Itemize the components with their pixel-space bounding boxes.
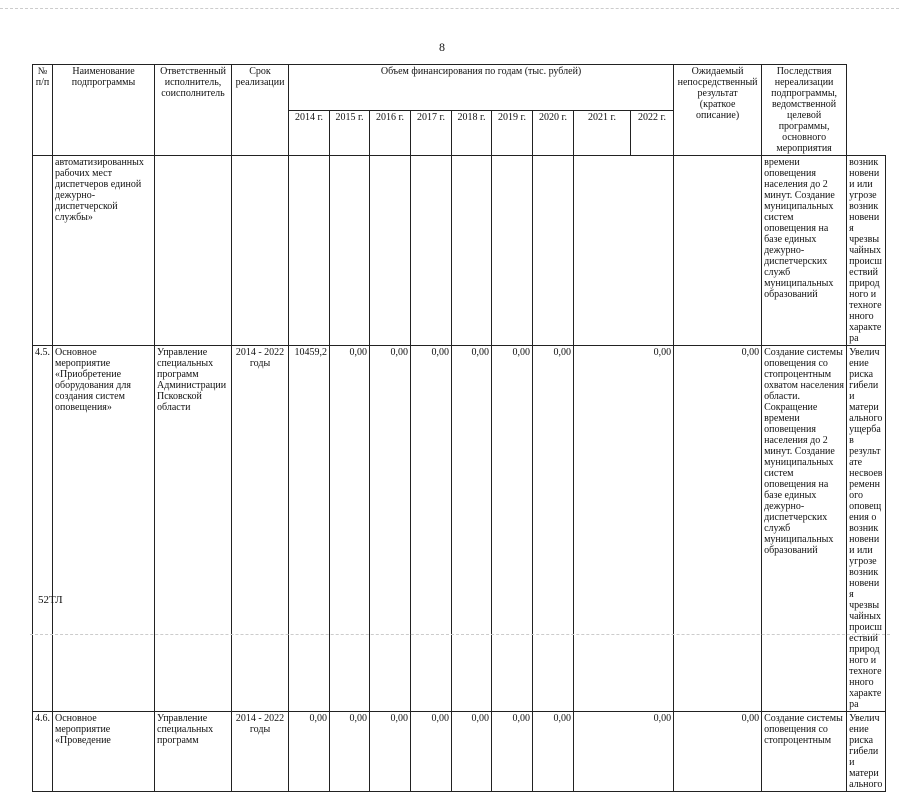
row-value [411, 156, 452, 346]
row-name: Основное мероприятие «Приобретение оборудования для создания систем оповещения» [53, 346, 155, 712]
row-value: 10459,2 [289, 346, 330, 712]
header-year: 2019 г. [492, 110, 533, 156]
row-value [289, 156, 330, 346]
header-year: 2021 г. [574, 110, 631, 156]
row-value: 0,00 [674, 712, 762, 792]
row-value: 0,00 [492, 346, 533, 712]
header-year: 2018 г. [452, 110, 492, 156]
table-row [33, 712, 886, 792]
header-year: 2022 г. [631, 110, 674, 156]
row-consequence: Увеличение риска гибели и материального [847, 712, 886, 792]
row-value [674, 156, 762, 346]
row-num [33, 156, 53, 346]
row-num: 4.6. [33, 712, 53, 792]
row-consequence: Увеличение риска гибели и материального ущерба в результате несвоевременного оповещения о возникновении или угрозе возникновения чрезвычайных происшествий природного и техногенного характера [847, 346, 886, 712]
row-value [452, 156, 492, 346]
header-name: Наименование подпрограммы [53, 65, 155, 156]
header-result: Ожидаемый непосредственный результат (краткое описание) [674, 65, 762, 156]
header-funding: Объем финансирования по годам (тыс. рублей) [289, 65, 674, 111]
header-year: 2017 г. [411, 110, 452, 156]
row-value: 0,00 [411, 712, 452, 792]
row-value: 0,00 [674, 346, 762, 712]
header-year: 2014 г. [289, 110, 330, 156]
row-responsible: Управление специальных программ Администрации Псковской области [155, 346, 232, 712]
row-value: 0,00 [330, 712, 370, 792]
row-value: 0,00 [533, 712, 574, 792]
row-value [533, 156, 574, 346]
row-value: 0,00 [452, 346, 492, 712]
table-row [33, 156, 886, 346]
header-num: № п/п [33, 65, 53, 156]
funding-table [32, 64, 886, 792]
table-row [33, 346, 886, 712]
row-num: 4.5. [33, 346, 53, 712]
row-value: 0,00 [411, 346, 452, 712]
row-value: 0,00 [574, 712, 674, 792]
header-consequence: Последствия нереализации подпрограммы, ведомственной целевой программы, основного мероприятия [762, 65, 847, 156]
row-value: 0,00 [370, 712, 411, 792]
row-name: Основное мероприятие «Проведение [53, 712, 155, 792]
row-value: 0,00 [492, 712, 533, 792]
row-term: 2014 - 2022 годы [232, 346, 289, 712]
row-value: 0,00 [330, 346, 370, 712]
page-edge-bottom [30, 634, 890, 635]
row-value [492, 156, 533, 346]
row-value: 0,00 [574, 346, 674, 712]
row-result: Создание системы оповещения со стопроцентным охватом населения области. Сокращение времени оповещения населения до 2 минут. Создание муниципальных систем оповещения на базе единых дежурно-диспетчерских служб муниципальных образований [762, 346, 847, 712]
header-year: 2016 г. [370, 110, 411, 156]
header-responsible: Ответственный исполнитель, соисполнитель [155, 65, 232, 156]
row-value: 0,00 [533, 346, 574, 712]
row-result: времени оповещения населения до 2 минут. Создание муниципальных систем оповещения на базе единых дежурно-диспетчерских служб муниципальных образований [762, 156, 847, 346]
row-name: автоматизированных рабочих мест диспетчеров единой дежурно-диспетчерской службы» [53, 156, 155, 346]
header-year: 2020 г. [533, 110, 574, 156]
row-value: 0,00 [452, 712, 492, 792]
row-value [574, 156, 674, 346]
row-term [232, 156, 289, 346]
row-value: 0,00 [289, 712, 330, 792]
header-year: 2015 г. [330, 110, 370, 156]
page-edge-top [0, 8, 899, 9]
row-value [370, 156, 411, 346]
header-row-1 [33, 65, 886, 111]
row-value [330, 156, 370, 346]
row-consequence: возникновении или угрозе возникновения чрезвычайных происшествий природного и техногенного характера [847, 156, 886, 346]
page-number: 8 [439, 40, 445, 54]
row-responsible [155, 156, 232, 346]
row-responsible: Управление специальных программ [155, 712, 232, 792]
footer-document-code: 52ТЛ [38, 594, 63, 606]
header-term: Срок реализации [232, 65, 289, 156]
row-value: 0,00 [370, 346, 411, 712]
row-result: Создание системы оповещения со стопроцентным [762, 712, 847, 792]
row-term: 2014 - 2022 годы [232, 712, 289, 792]
